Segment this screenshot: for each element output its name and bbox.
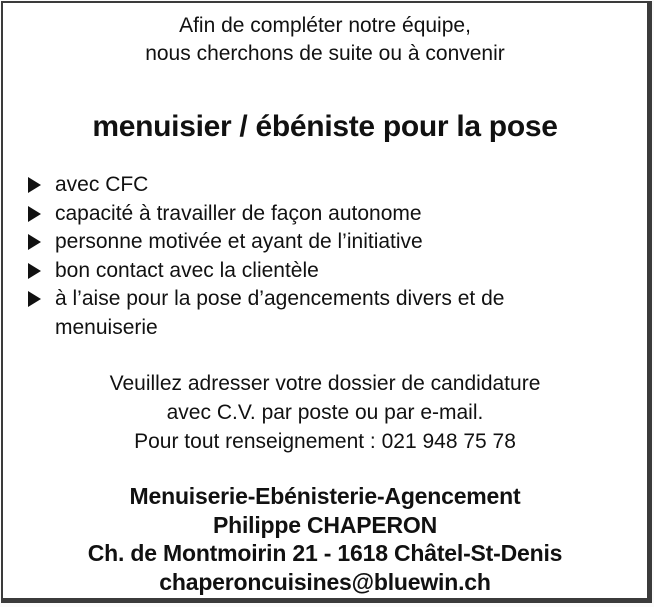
triangle-right-bullet-icon	[28, 234, 41, 250]
requirement-text: à l’aise pour la pose d’agencements divers et de menuiserie	[55, 287, 505, 339]
job-ad-frame	[1, 1, 652, 603]
application-line-2: avec C.V. par poste ou par e-mail.	[166, 401, 484, 424]
requirement-item	[28, 171, 592, 200]
triangle-right-bullet-icon	[28, 263, 41, 279]
requirement-text: personne motivée et ayant de l’initiative	[55, 230, 423, 253]
contact-block	[3, 482, 647, 596]
requirement-text: bon contact avec la clientèle	[55, 258, 319, 282]
requirement-text: capacité à travailler de façon autonome	[55, 201, 422, 225]
intro-line-2: nous cherchons de suite ou à convenir	[145, 42, 505, 65]
requirement-item	[28, 228, 592, 257]
triangle-right-bullet-icon	[28, 206, 41, 222]
company-name: Menuiserie-Ebénisterie-Agencement	[129, 483, 521, 509]
requirement-item	[28, 257, 592, 286]
triangle-right-bullet-icon	[28, 177, 41, 193]
application-instructions	[3, 369, 647, 456]
intro-line-1: Afin de compléter notre équipe,	[179, 14, 471, 37]
intro-text	[3, 12, 647, 68]
job-title: menuisier / ébéniste pour la pose	[92, 110, 558, 143]
triangle-right-bullet-icon	[28, 291, 41, 307]
requirements-list	[3, 171, 647, 342]
requirement-item	[28, 285, 592, 342]
contact-address: Ch. de Montmoirin 21 - 1618 Châtel-St-Denis	[87, 540, 563, 566]
requirement-item	[28, 200, 592, 229]
contact-person: Philippe CHAPERON	[212, 511, 438, 538]
requirement-text: avec CFC	[55, 173, 149, 196]
contact-email: chaperoncuisines@bluewin.ch	[159, 568, 491, 595]
application-line-3: Pour tout renseignement : 021 948 75 78	[134, 430, 516, 453]
application-line-1: Veuillez adresser votre dossier de candidature	[109, 372, 541, 395]
